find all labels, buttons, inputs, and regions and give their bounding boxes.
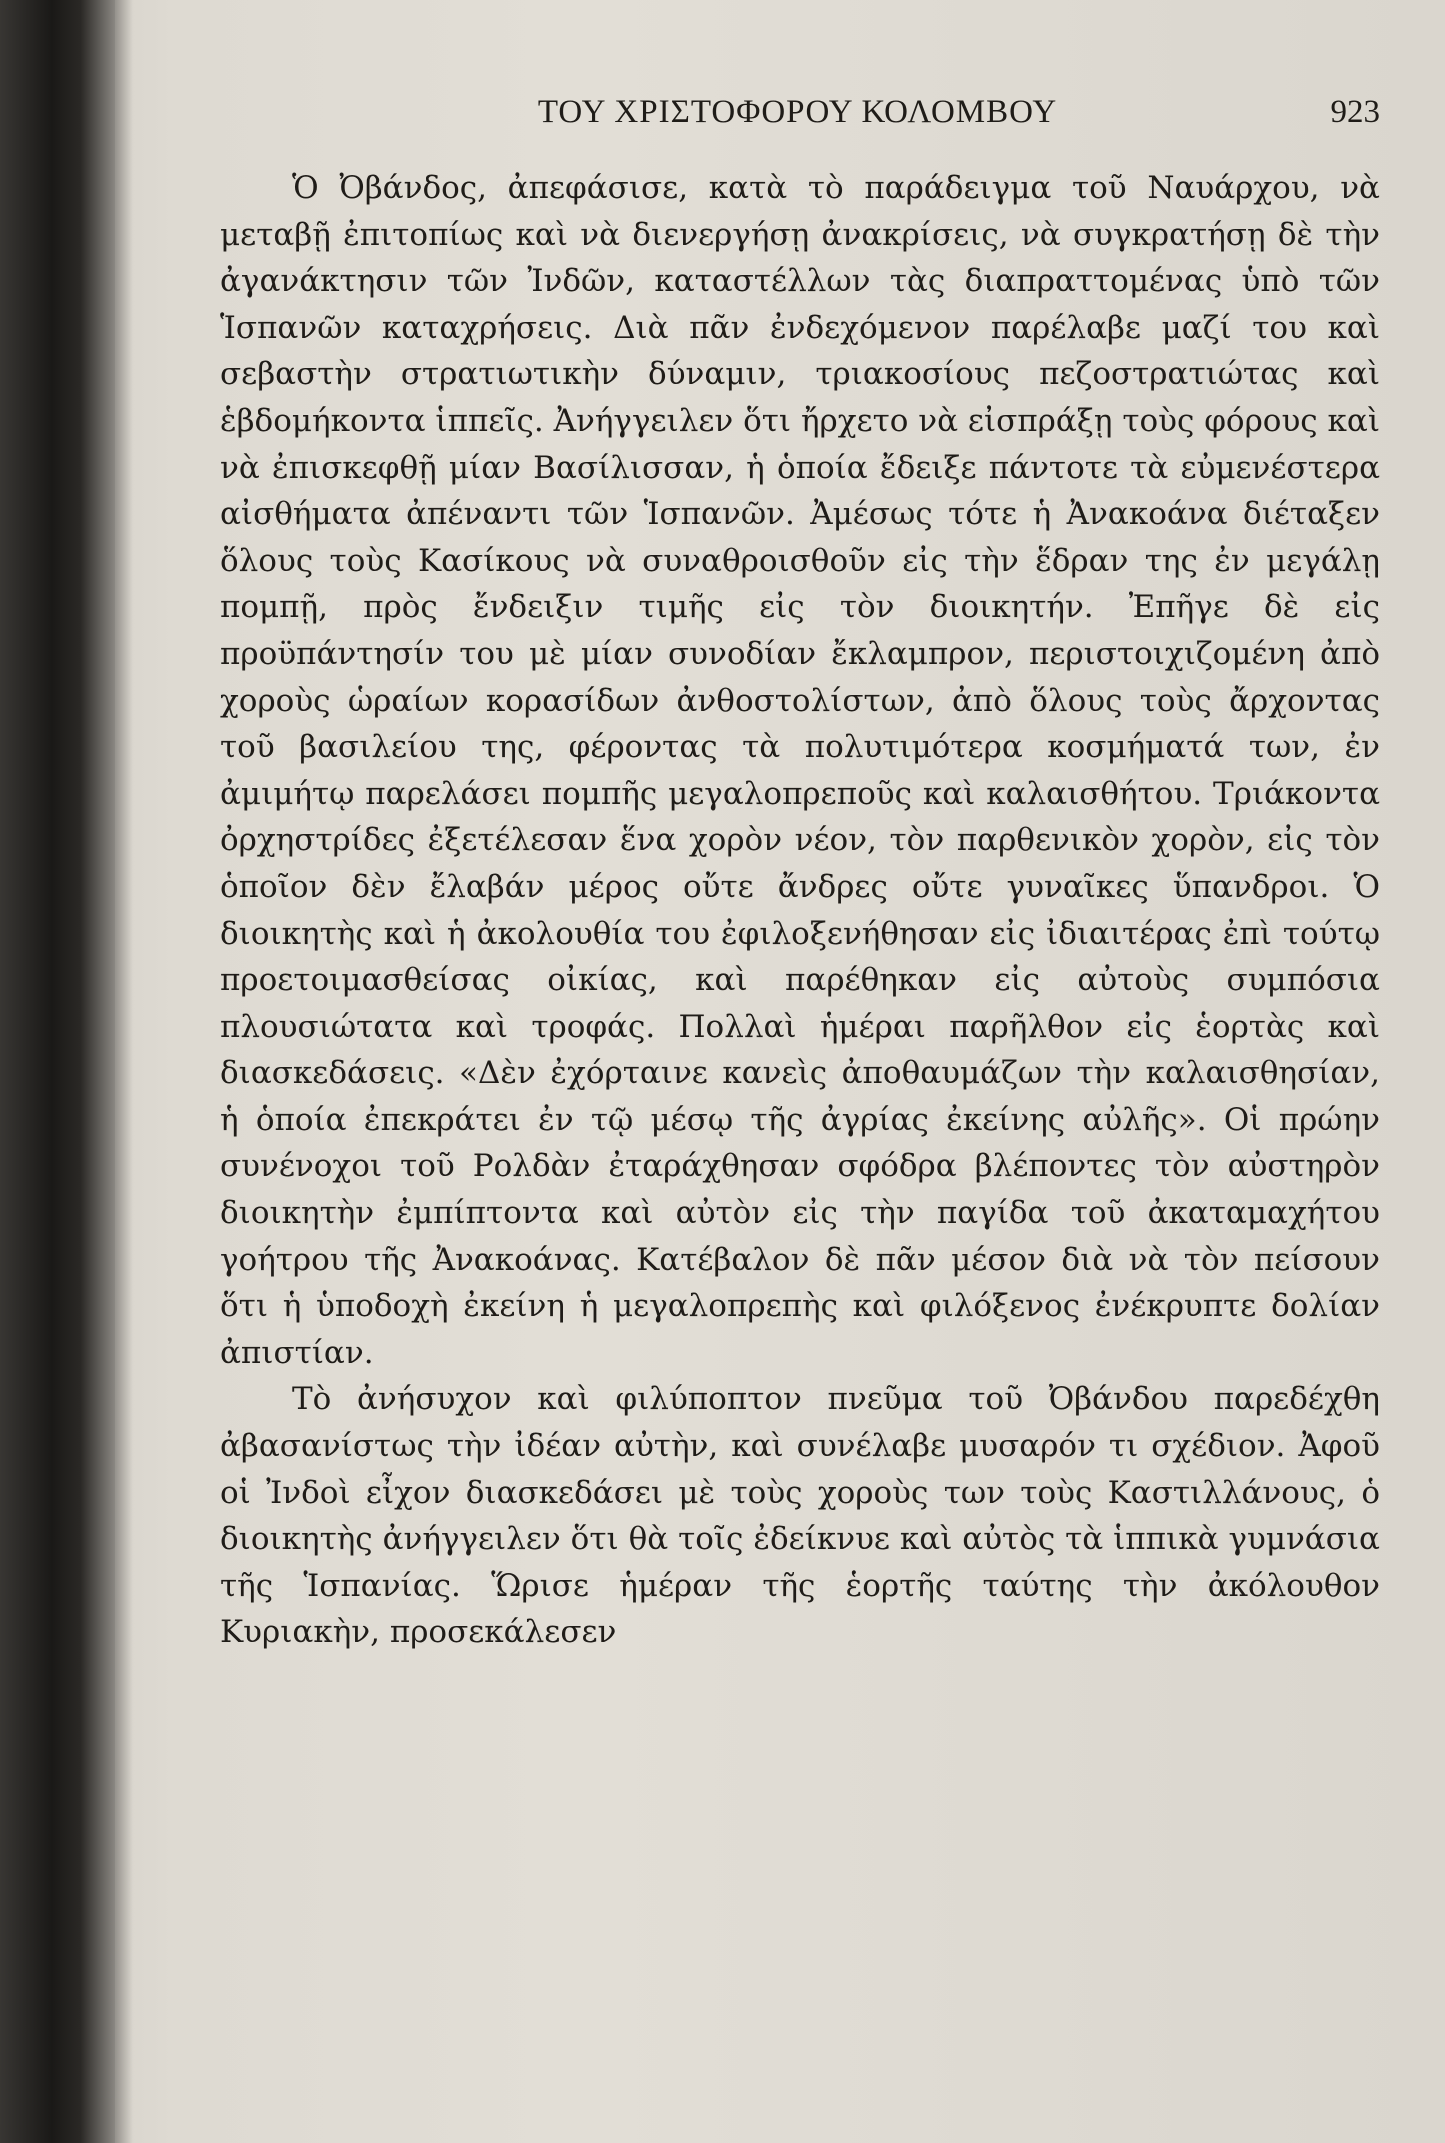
paragraph-2: Τὸ ἀνήσυχον καὶ φιλύποπτον πνεῦμα τοῦ Ὀβάνδου παρεδέχθη ἀβασανίστως τὴν ἰδέαν αὐτὴν, καὶ συνέλαβε μυσαρόν τι σχέδιον. Ἀφοῦ οἱ Ἰνδοὶ εἶχον διασκεδάσει μὲ τοὺς χοροὺς των τοὺς Καστιλλάνους, ὁ διοικητὴς ἀνήγγειλεν ὅτι θὰ τοῖς ἐδείκνυε καὶ αὐτὸς τὰ ἱππικὰ γυμνάσια τῆς Ἱσπανίας. Ὥρισε ἡμέραν τῆς ἑορτῆς ταύτης τὴν ἀκόλουθον Κυριακὴν, προσεκάλεσεν: [220, 1381, 1380, 1651]
gutter-edge-gradient: [115, 0, 133, 2143]
running-title: ΤΟΥ ΧΡΙΣΤΟΦΟΡΟΥ ΚΟΛΟΜΒΟΥ: [537, 94, 1058, 130]
page-number: 923: [1330, 94, 1380, 130]
book-gutter-shadow: [0, 0, 115, 2143]
paragraph-1: Ὁ Ὀβάνδος, ἀπεφάσισε, κατὰ τὸ παράδειγμα τοῦ Ναυάρχου, νὰ μεταβῇ ἐπιτοπίως καὶ νὰ διενεργήσῃ ἀνακρίσεις, νὰ συγκρατήσῃ δὲ τὴν ἀγανάκτησιν τῶν Ἰνδῶν, καταστέλλων τὰς διαπραττομένας ὑπὸ τῶν Ἱσπανῶν καταχρήσεις. Διὰ πᾶν ἐνδεχόμενον παρέλαβε μαζί του καὶ σεβαστὴν στρατιωτικὴν δύναμιν, τριακοσίους πεζοστρατιώτας καὶ ἑβδομήκοντα ἱππεῖς. Ἀνήγγειλεν ὅτι ἤρχετο νὰ εἰσπράξῃ τοὺς φόρους καὶ νὰ ἐπισκεφθῇ μίαν Βασίλισσαν, ἡ ὁποία ἔδειξε πάντοτε τὰ εὐμενέστερα αἰσθήματα ἀπέναντι τῶν Ἱσπανῶν. Ἀμέσως τότε ἡ Ἀνακοάνα διέταξεν ὅλους τοὺς Κασίκους νὰ συναθροισθοῦν εἰς τὴν ἕδραν της ἐν μεγάλῃ πομπῇ, πρὸς ἔνδειξιν τιμῆς εἰς τὸν διοικητήν. Ἐπῆγε δὲ εἰς προϋπάντησίν του μὲ μίαν συνοδίαν ἔκλαμπρον, περιστοιχιζομένη ἀπὸ χοροὺς ὡραίων κορασίδων ἀνθοστολίστων, ἀπὸ ὅλους τοὺς ἄρχοντας τοῦ βασιλείου της, φέροντας τὰ πολυτιμότερα κοσμήματά των, ἐν ἀμιμήτῳ παρελάσει πομπῆς μεγαλοπρεποῦς καὶ καλαισθήτου. Τριάκοντα ὀρχηστρίδες ἐξετέλεσαν ἕνα χορὸν νέον, τὸν παρθενικὸν χορὸν, εἰς τὸν ὁποῖον δὲν ἔλαβάν μέρος οὔτε ἄνδρες οὔτε γυναῖκες ὕπανδροι. Ὁ διοικητὴς καὶ ἡ ἀκολουθία του ἐφιλοξενήθησαν εἰς ἰδιαιτέρας ἐπὶ τούτῳ προετοιμασθείσας οἰκίας, καὶ παρέθηκαν εἰς αὐτοὺς συμπόσια πλουσιώτατα καὶ τροφάς. Πολλαὶ ἡμέραι παρῆλθον εἰς ἑορτὰς καὶ διασκεδάσεις. «Δὲν ἐχόρταινε κανεὶς ἀποθαυμάζων τὴν καλαισθησίαν, ἡ ὁποία ἐπεκράτει ἐν τῷ μέσῳ τῆς ἀγρίας ἐκείνης αὐλῆς». Οἱ πρώην συνένοχοι τοῦ Ρολδὰν ἐταράχθησαν σφόδρα βλέποντες τὸν αὐστηρὸν διοικητὴν ἐμπίπτοντα καὶ αὐτὸν εἰς τὴν παγίδα τοῦ ἀκαταμαχήτου γοήτρου τῆς Ἀνακοάνας. Κατέβαλον δὲ πᾶν μέσον διὰ νὰ τὸν πείσουν ὅτι ἡ ὑποδοχὴ ἐκείνη ἡ μεγαλοπρεπὴς καὶ φιλόξενος ἐνέκρυπτε δολίαν ἀπιστίαν.: [220, 170, 1380, 1371]
page-header: [215, 88, 1380, 136]
body-text: [220, 165, 1380, 1656]
